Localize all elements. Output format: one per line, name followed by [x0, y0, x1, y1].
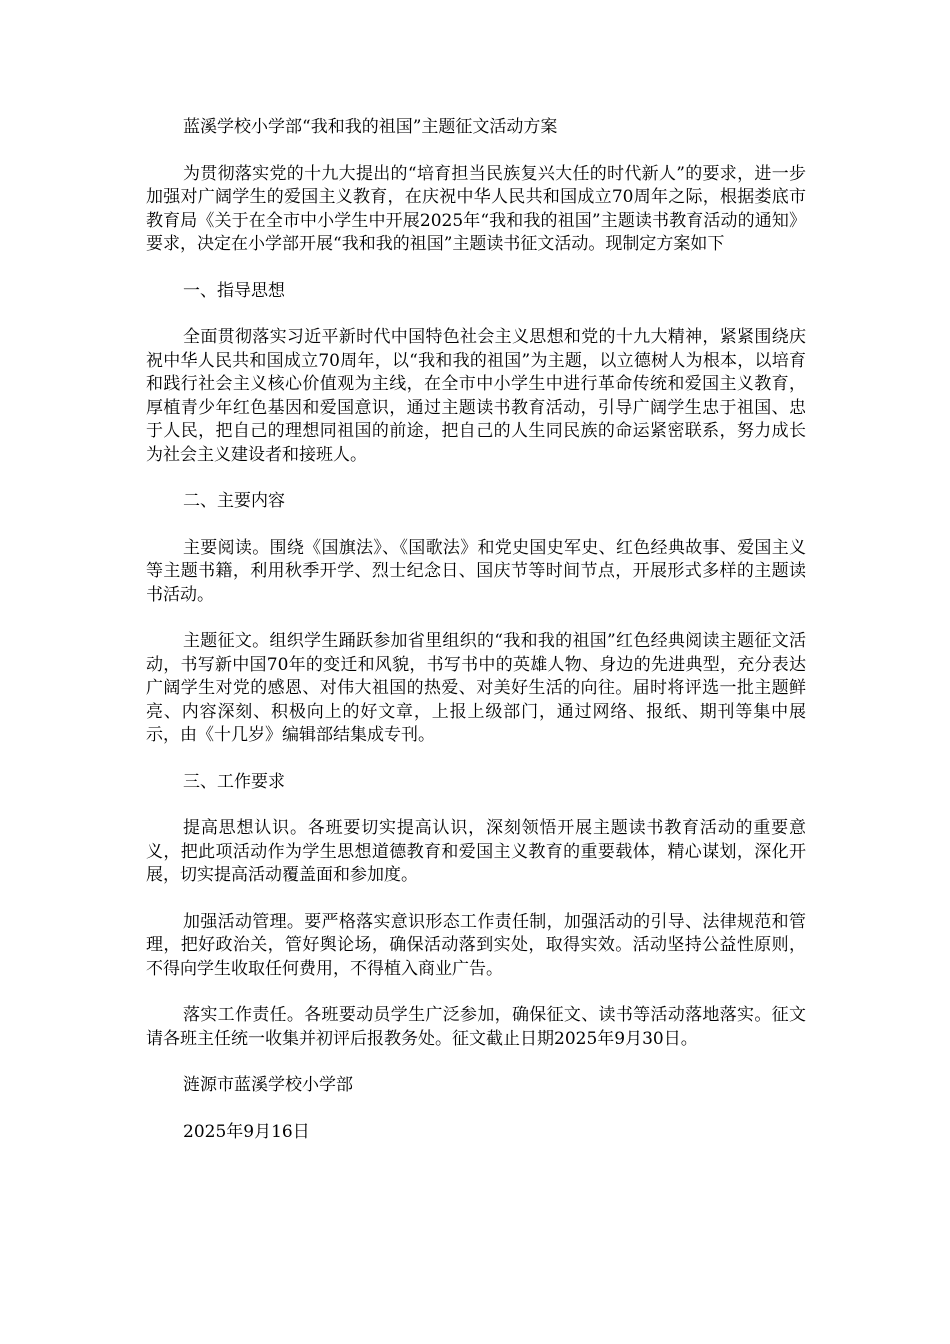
theme-essay-paragraph: 主题征文。组织学生踊跃参加省里组织的“我和我的祖国”红色经典阅读主题征文活动，书写新中国70年的变迁和风貌，书写书中的英雄人物、身边的先进典型，充分表达广阔学生对党的感恩、对伟大祖国的热爱、对美好生活的向往。届时将评选一批主题鲜亮、内容深刻、积极向上的好文章，上报上级部门，通过网络、报纸、期刊等集中展示，由《十几岁》编辑部结集成专刊。	[146, 631, 806, 745]
section-heading-main-content: 二、主要内容	[183, 491, 285, 511]
raise-awareness-paragraph: 提高思想认识。各班要切实提高认识，深刻领悟开展主题读书教育活动的重要意义，把此项活动作为学生思想道德教育和爱国主义教育的重要载体，精心谋划，深化开展，切实提高活动覆盖面和参加度。	[146, 818, 806, 885]
document-date: 2025年9月16日	[183, 1121, 310, 1142]
main-reading-paragraph: 主要阅读。围绕《国旗法》、《国歌法》和党史国史军史、红色经典故事、爱国主义等主题书籍，利用秋季开学、烈士纪念日、国庆节等时间节点，开展形式多样的主题读书活动。	[146, 537, 806, 605]
section-heading-guiding-ideology: 一、指导思想	[183, 280, 285, 301]
document-title: 蓝溪学校小学部“我和我的祖国”主题征文活动方案	[183, 117, 558, 137]
intro-paragraph: 为贯彻落实党的十九大提出的“培育担当民族复兴大任的时代新人”的要求，进一步加强对广阔学生的爱国主义教育，在庆祝中华人民共和国成立70周年之际，根据娄底市教育局《关于在全市中小学生中开展2025年“我和我的祖国”主题读书教育活动的通知》要求，决定在小学部开展“我和我的祖国”主题读书征文活动。现制定方案如下	[146, 163, 806, 254]
guiding-ideology-paragraph: 全面贯彻落实习近平新时代中国特色社会主义思想和党的十九大精神，紧紧围绕庆祝中华人民共和国成立70周年，以“我和我的祖国”为主题，以立德树人为根本，以培育和践行社会主义核心价值观为主线，在全市中小学生中进行革命传统和爱国主义教育，厚植青少年红色基因和爱国意识，通过主题读书教育活动，引导广阔学生忠于祖国、忠于人民，把自己的理想同祖国的前途，把自己的人生同民族的命运紧密联系，努力成长为社会主义建设者和接班人。	[146, 327, 806, 465]
strengthen-management-paragraph: 加强活动管理。要严格落实意识形态工作责任制，加强活动的引导、法律规范和管理，把好政治关，管好舆论场，确保活动落到实处，取得实效。活动坚持公益性原则，不得向学生收取任何费用，不得植入商业广告。	[146, 911, 806, 979]
document-page	[146, 116, 806, 1144]
section-heading-work-requirements: 三、工作要求	[183, 771, 285, 792]
signature: 涟源市蓝溪学校小学部	[183, 1075, 353, 1095]
implement-responsibility-paragraph: 落实工作责任。各班要动员学生广泛参加，确保征文、读书等活动落地落实。征文请各班主任统一收集并初评后报教务处。征文截止日期2025年9月30日。	[146, 1005, 806, 1049]
